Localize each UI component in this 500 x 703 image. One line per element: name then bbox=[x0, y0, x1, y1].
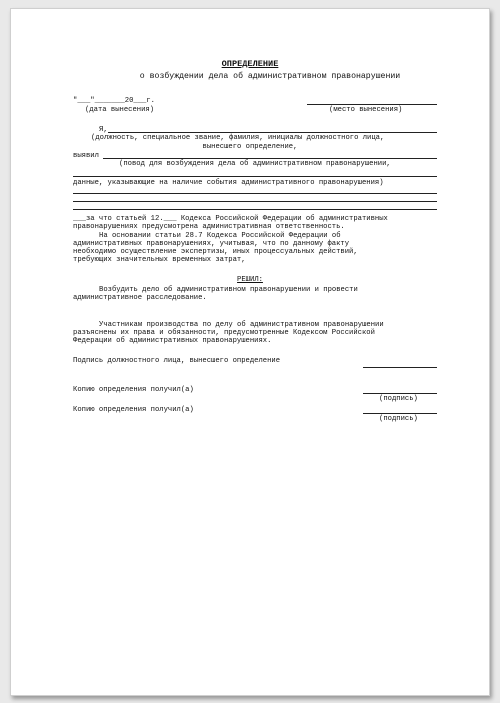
basis-line-1: На основании статьи 28.7 Кодекса Российской Федерации об bbox=[99, 232, 341, 240]
vyyavil-label: выявил bbox=[73, 152, 99, 160]
date-line: "___"_______20___г. bbox=[73, 97, 155, 105]
rights-line-3: Федерации об административных правонарушениях. bbox=[73, 337, 272, 345]
rights-line-1: Участникам производства по делу об административном правонарушении bbox=[99, 321, 384, 329]
document-page bbox=[10, 8, 490, 696]
blank-line-1 bbox=[73, 193, 437, 194]
place-caption: (место вынесения) bbox=[329, 106, 403, 114]
copy-received-2: Копию определения получил(а) bbox=[73, 406, 194, 414]
rights-line-2: разъяснены их права и обязанности, предусмотренные Кодексом Российской bbox=[73, 329, 375, 337]
place-line bbox=[307, 104, 437, 105]
official-line bbox=[108, 132, 437, 133]
sign-official-label: Подпись должностного лица, вынесшего определение bbox=[73, 357, 281, 365]
ya-label: Я, bbox=[99, 126, 108, 134]
document-title: ОПРЕДЕЛЕНИЕ bbox=[221, 59, 279, 69]
sign-official-line bbox=[363, 367, 437, 368]
decision-line-2: административное расследование. bbox=[73, 294, 207, 302]
event-caption: данные, указывающие на наличие события административного правонарушения) bbox=[73, 179, 384, 187]
reason-line bbox=[73, 176, 437, 177]
vyyavil-line bbox=[103, 158, 437, 159]
signature-line-1 bbox=[363, 393, 437, 394]
decision-line-1: Возбудить дело об административном правонарушении и провести bbox=[99, 286, 358, 294]
blank-line-2 bbox=[73, 201, 437, 202]
article-line-2: правонарушениях предусмотрена административная ответственность. bbox=[73, 223, 345, 231]
basis-line-2: административных правонарушениях, учитывая, что по данному факту bbox=[73, 240, 350, 248]
signature-caption-1: (подпись) bbox=[379, 395, 418, 403]
resolved-wrap bbox=[11, 276, 489, 284]
article-line-1: ___за что статьей 12.___ Кодекса Российской Федерации об административных bbox=[73, 215, 388, 223]
reason-caption: (повод для возбуждения дела об административном правонарушении, bbox=[119, 160, 391, 168]
official-caption-2-wrap bbox=[11, 143, 489, 151]
official-caption-2: вынесшего определение, bbox=[202, 143, 298, 151]
signature-line-2 bbox=[363, 413, 437, 414]
copy-received-1: Копию определения получил(а) bbox=[73, 386, 194, 394]
official-caption-1: (должность, специальное звание, фамилия, инициалы должностного лица, bbox=[91, 134, 385, 142]
basis-line-4: требующих значительных временных затрат, bbox=[73, 256, 246, 264]
basis-line-3: необходимо осуществление экспертизы, иных процессуальных действий, bbox=[73, 248, 358, 256]
document-subtitle: о возбуждении дела об административном правонарушении bbox=[139, 72, 401, 81]
date-caption: (дата вынесения) bbox=[85, 106, 155, 114]
blank-line-3 bbox=[73, 209, 437, 210]
resolved-heading: РЕШИЛ: bbox=[237, 276, 263, 284]
signature-caption-2: (подпись) bbox=[379, 415, 418, 423]
